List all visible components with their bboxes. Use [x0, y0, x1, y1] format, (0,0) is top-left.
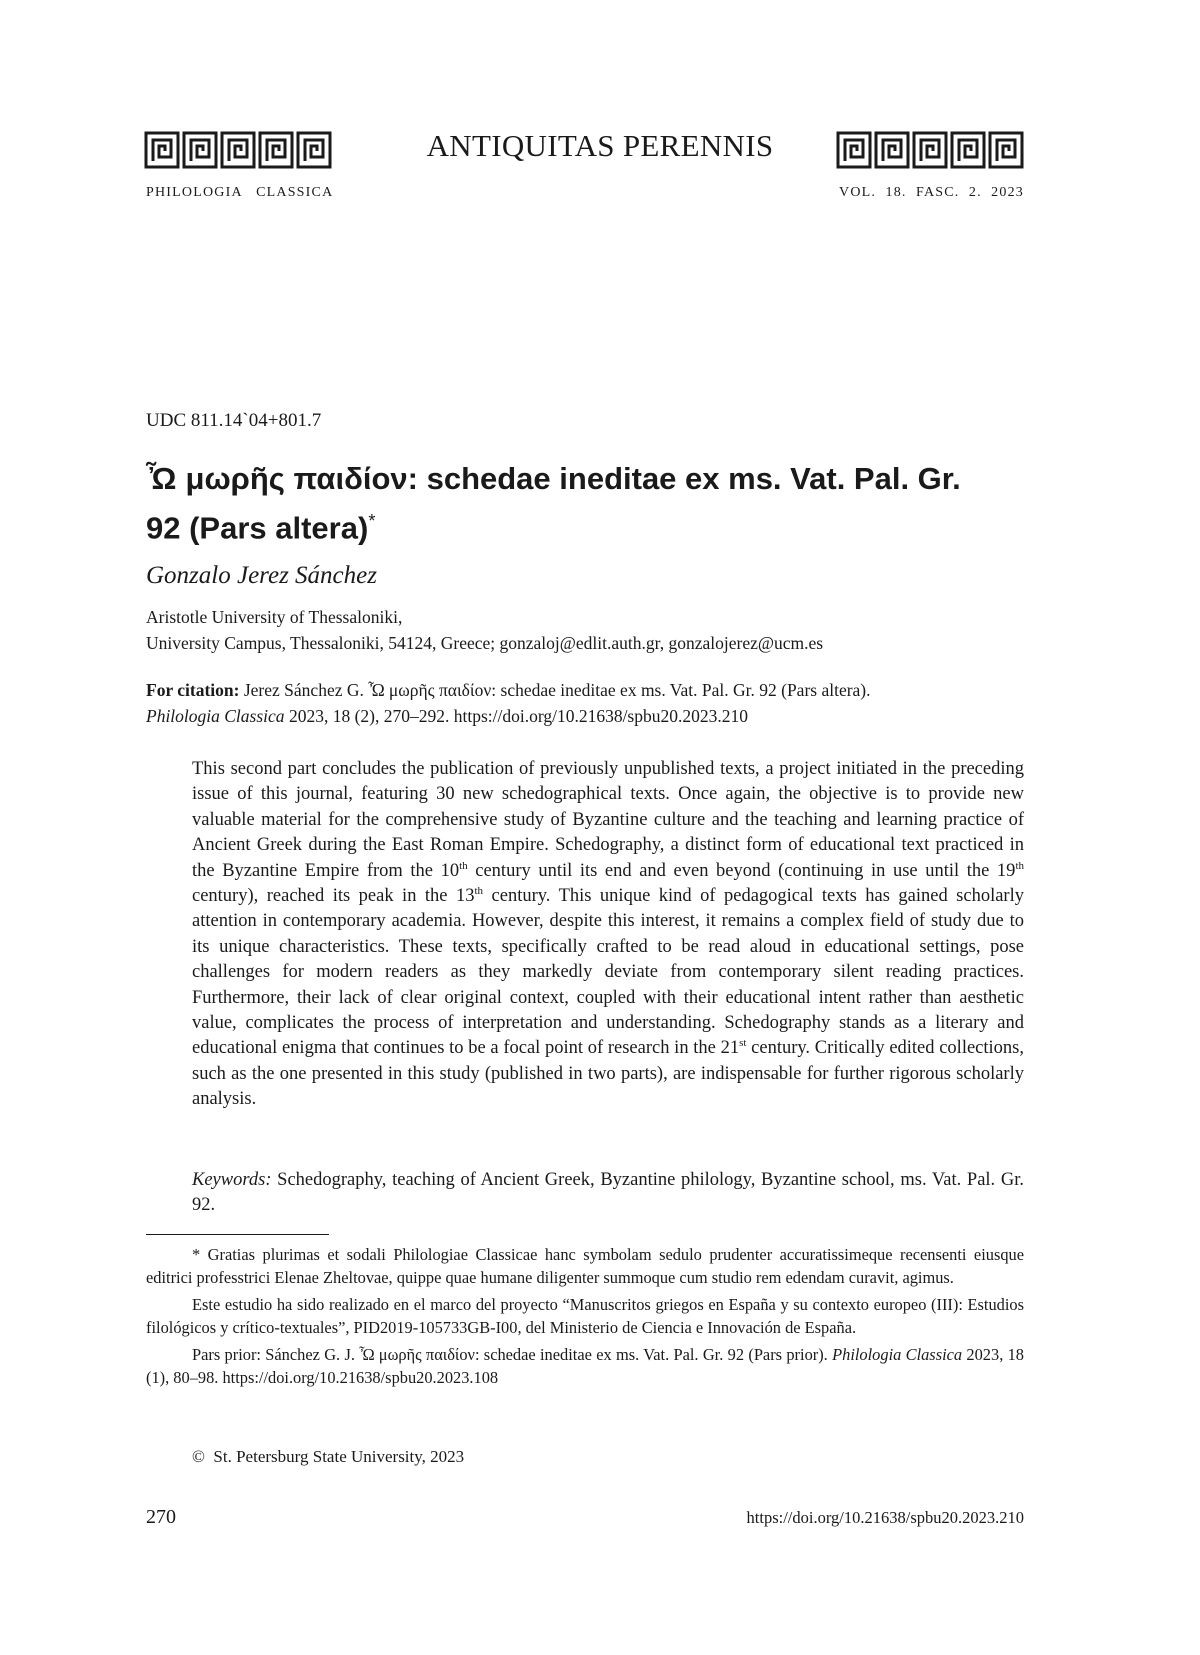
abstract-text-2: century until its end and even beyond (continuing in use until the 19	[467, 860, 1016, 881]
affiliation-line-2: University Campus, Thessaloniki, 54124, Greece; gonzaloj@edlit.auth.gr, gonzalojerez@ucm.es	[146, 633, 824, 653]
doi-link[interactable]: https://doi.org/10.21638/spbu20.2023.210	[746, 1508, 1024, 1527]
footnote-3	[146, 1343, 1024, 1389]
affiliation	[146, 604, 823, 656]
citation-tail: 2023, 18 (2), 270–292. https://doi.org/10.21638/spbu20.2023.210	[284, 706, 748, 726]
abstract-text-4: century. This unique kind of pedagogical texts has gained scholarly attention in contemporary academia. However, despite this interest, it remains a complex field of study due to its unique characteristics. These texts, specifically crafted to be read aloud in educational settings, pose challenges for modern readers as they markedly deviate from contemporary silent reading practices. Furthermore, their lack of clear original context, coupled with their educational intent rather than aesthetic value, complicates the process of interpretation and understanding. Schedography stands as a literary and educational enigma that continues to be a focal point of research in the 21	[192, 886, 1024, 1059]
citation-text: Jerez Sánchez G. Ὦ μωρῆς παιδίον: schedae ineditae ex ms. Vat. Pal. Gr. 92 (Pars altera).	[239, 680, 871, 700]
copyright: © St. Petersburg State University, 2023	[192, 1447, 465, 1466]
meander-ornament-right	[836, 131, 1024, 169]
citation-label: For citation:	[146, 680, 240, 700]
citation-journal: Philologia Classica	[146, 706, 285, 726]
keywords-text: Schedography, teaching of Ancient Greek, Byzantine philology, Byzantine school, ms. Vat. Pal. Gr. 92.	[192, 1170, 1024, 1216]
abstract-sup-1: th	[459, 859, 468, 872]
abstract	[192, 757, 1024, 1113]
author-name: Gonzalo Jerez Sánchez	[146, 562, 377, 589]
abstract-sup-2: th	[1015, 859, 1024, 872]
footnote-rule	[146, 1234, 329, 1235]
series-label: PHILOLOGIA CLASSICA	[146, 185, 334, 200]
affiliation-line-1: Aristotle University of Thessaloniki,	[146, 607, 403, 627]
udc-code: UDC 811.14`04+801.7	[146, 410, 322, 431]
footnote-1: * Gratias plurimas et sodali Philologiae Classicae hanc symbolam sedulo prudenter accuratissimeque recensenti eiusque editrici professtrici Elenae Zheltovae, quippe quae humane diligenter summoque cum studio rem edendam curavit, agimus.	[146, 1245, 1024, 1287]
journal-title: ANTIQUITAS PERENNIS	[426, 128, 774, 163]
abstract-sup-4: st	[739, 1037, 747, 1050]
abstract-text-5: century. Critically edited collections, such as the one presented in this study (published in two parts), are indispensable for further rigorous scholarly analysis.	[192, 1038, 1024, 1110]
footnote-3-text: Pars prior: Sánchez G. J. Ὦ μωρῆς παιδίον: schedae ineditae ex ms. Vat. Pal. Gr. 92 (Pars prior).	[192, 1345, 828, 1364]
volume-label: VOL. 18. FASC. 2. 2023	[839, 185, 1024, 200]
article-title	[146, 458, 1046, 549]
citation-block	[146, 677, 1026, 729]
keywords	[192, 1168, 1024, 1219]
page-number: 270	[146, 1506, 176, 1528]
footnote-2: Este estudio ha sido realizado en el marco del proyecto “Manuscritos griegos en España y su contexto europeo (III): Estudios filológicos y crítico-textuales”, PID2019-105733GB-I00, del Ministerio de Ciencia e Innovación de España.	[146, 1295, 1024, 1337]
footnote-3-tail: 2023, 18 (1), 80–98. https://doi.org/10.21638/spbu20.2023.108	[146, 1345, 1024, 1387]
keywords-label: Keywords:	[192, 1170, 272, 1190]
abstract-text-1: This second part concludes the publication of previously unpublished texts, a project initiated in the preceding issue of this journal, featuring 30 new schedographical texts. Once again, the objective is to provide new valuable material for the comprehensive study of Byzantine culture and the teaching and learning practice of Ancient Greek during the East Roman Empire. Schedography, a distinct form of educational text practiced in the Byzantine Empire from the 10	[192, 759, 1024, 881]
abstract-sup-3: th	[474, 884, 484, 897]
title-line-2: 92 (Pars altera)	[146, 510, 369, 546]
abstract-text-3: century), reached its peak in the 13	[192, 886, 475, 907]
footnotes	[146, 1243, 1024, 1393]
title-line-1: Ὦ μωρῆς παιδίον: schedae ineditae ex ms. Vat. Pal. Gr.	[146, 461, 961, 496]
footnote-3-journal: Philologia Classica	[832, 1345, 963, 1364]
title-footnote-mark: *	[368, 511, 376, 531]
